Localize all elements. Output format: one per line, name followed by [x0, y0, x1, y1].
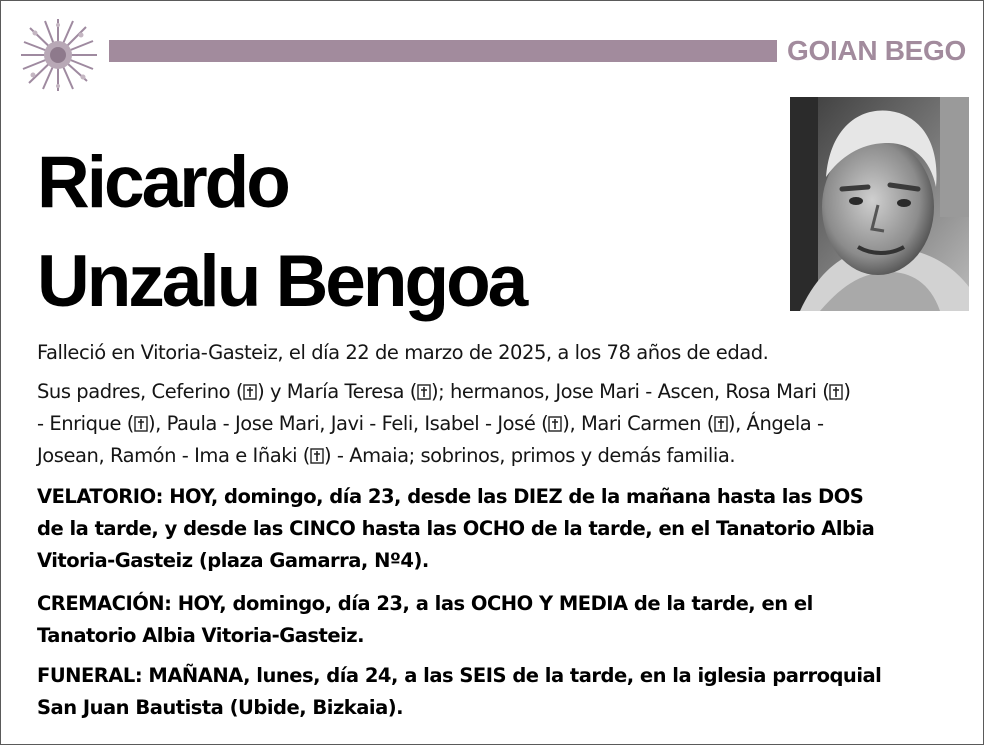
deceased-name — [37, 133, 525, 331]
cross-icon — [310, 448, 324, 464]
funeral-line: San Juan Bautista (Ubide, Bizkaia). — [37, 696, 404, 719]
cross-icon — [134, 416, 148, 432]
family-line: Sus padres, Ceferino ( ) y María Teresa ( ); hermanos, Jose Mari - Ascen, Rosa Mari ( ) — [37, 380, 851, 403]
cremacion-line: CREMACIÓN: HOY, domingo, día 23, a las OCHO Y MEDIA de la tarde, en el — [37, 592, 813, 615]
velatorio-line: Vitoria-Gasteiz (plaza Gamarra, Nº4). — [37, 549, 429, 572]
cremacion-paragraph — [37, 588, 952, 652]
flower-icon — [15, 15, 101, 95]
cross-icon — [417, 384, 431, 400]
cross-icon — [829, 384, 843, 400]
velatorio-line: VELATORIO: HOY, domingo, día 23, desde las DIEZ de la mañana hasta las DOS — [37, 485, 864, 508]
velatorio-paragraph — [37, 481, 952, 577]
funeral-paragraph — [37, 660, 952, 724]
portrait-photo — [790, 97, 969, 311]
deceased-first-name: Ricardo — [37, 142, 288, 223]
death-notice: Falleció en Vitoria-Gasteiz, el día 22 de marzo de 2025, a los 78 años de edad. — [37, 341, 769, 364]
cross-icon — [548, 416, 562, 432]
funeral-line: FUNERAL: MAÑANA, lunes, día 24, a las SEIS de la tarde, en la iglesia parroquial — [37, 664, 882, 687]
family-line: Josean, Ramón - Ima e Iñaki ( ) - Amaia; sobrinos, primos y demás familia. — [37, 444, 736, 467]
section-label: GOIAN BEGO — [786, 35, 966, 66]
family-line: - Enrique ( ), Paula - Jose Mari, Javi - Feli, Isabel - José ( ), Mari Carmen ( ), Ángela - — [37, 412, 824, 435]
cross-icon — [714, 416, 728, 432]
header-bar — [109, 40, 777, 62]
deceased-surnames: Unzalu Bengoa — [37, 241, 526, 322]
velatorio-line: de la tarde, y desde las CINCO hasta las OCHO de la tarde, en el Tanatorio Albia — [37, 517, 875, 540]
cross-icon — [243, 384, 257, 400]
family-paragraph — [37, 376, 952, 472]
cremacion-line: Tanatorio Albia Vitoria-Gasteiz. — [37, 624, 365, 647]
